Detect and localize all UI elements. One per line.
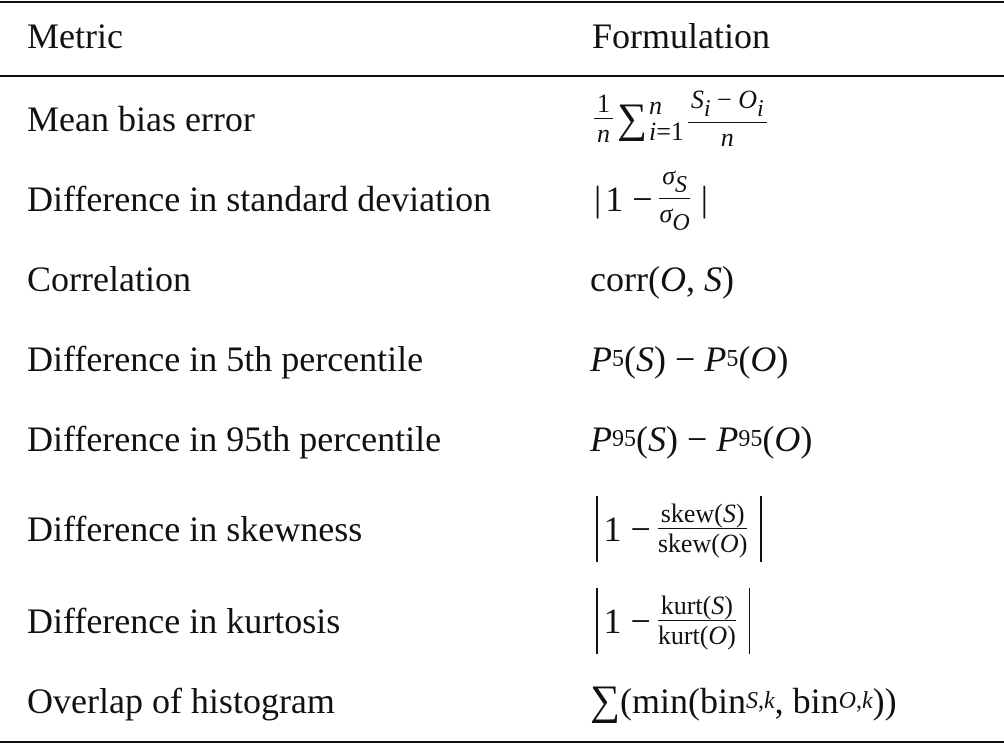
metric-cell: Difference in 95th percentile: [27, 419, 442, 459]
fraction: $\frac{1}{n}$: [594, 91, 613, 147]
formula-cell: P 95 ( S ) − P 95 ( O ): [590, 419, 813, 459]
formula-cell: | 1 − $\frac{\sigma S}{\sigma O}$ |: [594, 161, 708, 236]
sum-symbol: ∑: [617, 96, 647, 142]
header-metric: Metric: [27, 16, 123, 56]
table-row: [0, 581, 1004, 661]
formula-cell: 1 − $\frac{\text{skew(S)}}{\text{skew(O)}}$: [590, 489, 768, 569]
fraction: $\frac{\text{kurt(S)}}{\text{kurt(O)}}$: [657, 591, 736, 650]
metric-cell: Difference in 5th percentile: [27, 339, 424, 379]
table-row: [0, 489, 1004, 569]
formula-cell: corr ( O , S ): [590, 259, 734, 299]
top-rule: [0, 1, 1004, 3]
fraction: $\frac{Si - Oi}{n}$: [688, 87, 767, 151]
table-row: [0, 399, 1004, 479]
table-row: [0, 661, 1004, 741]
table-row: [0, 159, 1004, 239]
header-rule: [0, 75, 1004, 77]
fraction: $\frac{\sigma S}{\sigma O}$: [659, 161, 690, 236]
formula-cell: $\frac{1}{n}$ ∑ n i=1 $\frac{Si - Oi}{n}$: [590, 79, 771, 159]
table-row: [0, 79, 1004, 159]
metric-cell: Mean bias error: [27, 99, 255, 139]
formula-cell: P 5 ( S ) − P 5 ( O ): [590, 339, 789, 379]
table-row: [0, 239, 1004, 319]
formula-cell: ∑ ( min ( bin S,k , bin O,k )): [590, 678, 897, 724]
bottom-rule: [0, 741, 1004, 743]
header-formulation: Formulation: [592, 16, 770, 56]
fraction: $\frac{\text{skew(S)}}{\text{skew(O)}}$: [657, 499, 748, 558]
sum-symbol: ∑: [590, 678, 620, 724]
metric-cell: Difference in skewness: [27, 509, 363, 549]
formula-cell: 1 − $\frac{\text{kurt(S)}}{\text{kurt(O)}}$: [590, 581, 756, 661]
metric-cell: Overlap of histogram: [27, 681, 335, 721]
metric-cell: Correlation: [27, 259, 191, 299]
metric-cell: Difference in standard deviation: [27, 179, 492, 219]
table-row: [0, 319, 1004, 399]
metric-cell: Difference in kurtosis: [27, 601, 341, 641]
